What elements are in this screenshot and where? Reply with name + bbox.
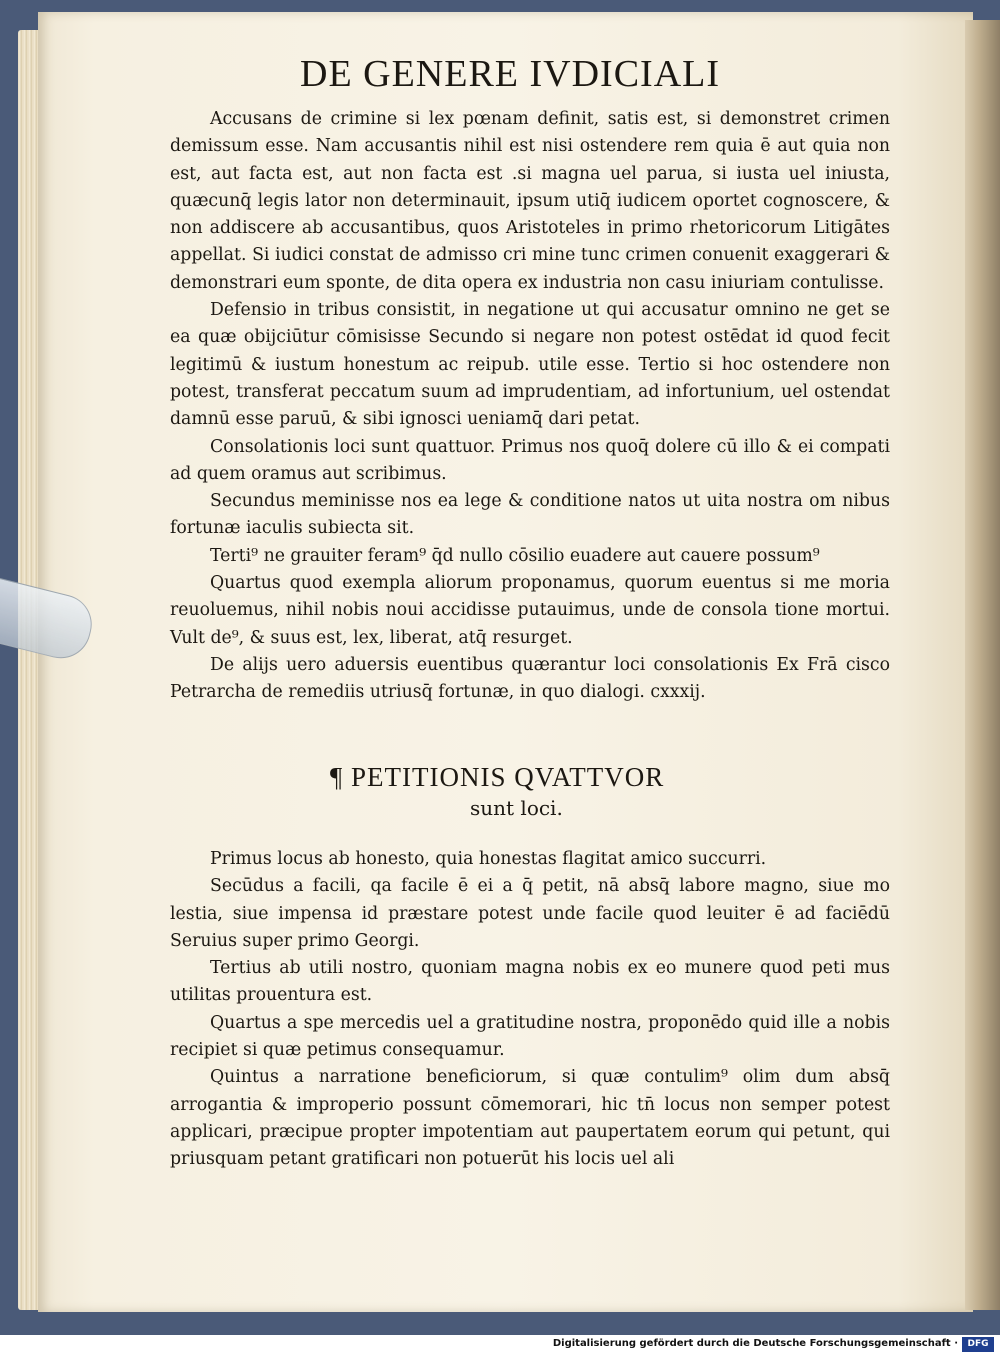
digitization-credit: Digitalisierung gefördert durch die Deutsche Forschungsgemeinschaft · (552, 1338, 958, 1349)
paragraph: Tertius ab utili nostro, quoniam magna nobis ex eo munere quod peti mus utilitas prouentura est. (170, 958, 890, 1006)
paragraph: Terti⁹ ne grauiter feram⁹ q̄d nullo cōsilio euadere aut cauere possum⁹ (210, 545, 820, 566)
paragraph: De alijs uero aduersis euentibus quærantur loci consolationis Ex Frā cisco Petrarcha de remediis utriusq̄ fortunæ, in quo dialogi. cxxxij. (170, 654, 890, 703)
paragraph: Secūdus a facili, qa facile ē ei a q̄ petit, nā absq̄ labore magno, siue mo lestia, siue impensa id præstare potest unde facile quod leuiter ē ad faciēdū Seruius super primo Georgi. (170, 876, 890, 951)
section-heading: ¶ PETITIONIS QVATTVOR (330, 762, 665, 792)
paragraph: Quintus a narratione beneficiorum, si quæ contulim⁹ olim dum absq̄ arrogantia & improperio possunt cōmemorari, hic tn̄ locus non semper potest applicari, præcipue propter impotentiam aut paupertatem eorum qui petunt, qui priusquam petant gratificari non potuerūt his locis uel ali (170, 1067, 890, 1170)
page-stack-edge (18, 30, 40, 1310)
text-block-2 (170, 846, 890, 1174)
paragraph: Defensio in tribus consistit, in negatione ut qui accusatur omnino ne get se ea quæ obijciūtur cōmisisse Secundo si negare non potest ostēdat id quod fecit legitimū & iustum honestum ac reipub. utile esse. Tertio si hoc ostendere non potest, transferat peccatum suum ad imprudentiam, ad infortunium, uel ostendat damnū esse paruū, & sibi ignosci ueniamq̄ dari petat. (170, 300, 890, 430)
text-block-1 (170, 106, 890, 707)
section-subheading: sunt loci. (470, 796, 563, 820)
book-spine (965, 20, 1000, 1310)
dfg-logo: DFG (962, 1337, 994, 1352)
paragraph: Accusans de crimine si lex pœnam definit, satis est, si demonstret crimen demissum esse. Nam accusantis nihil est nisi ostendere rem quia ē aut quia non est, aut facta est, aut non facta est .si magna uel parua, si iusta uel iniusta, quæcunq̄ legis lator non determinauit, ipsum utiq̄ iudicem oportet cognoscere, & non addiscere ab accusantibus, quos Aristoteles in primo rhetoricorum Litigātes appellat. Si iudici constat de admisso cri mine tunc crimen conuenit exaggerari & demonstrari eum sponte, de dita opera ex industria non casu iniuriam contulisse. (170, 109, 890, 293)
paragraph: Quartus a spe mercedis uel a gratitudine nostra, proponēdo quid ille a nobis recipiet si quæ petimus consequamur. (170, 1012, 890, 1061)
footer-bar (0, 1335, 1000, 1355)
paragraph: Consolationis loci sunt quattuor. Primus nos quoq̄ dolere cū illo & ei compati ad quem oramus aut scribimus. (170, 436, 890, 484)
paragraph: Quartus quod exempla aliorum proponamus, quorum euentus si me moria reuoluemus, nihil nobis noui accidisse putauimus, unde de consola tione mortui. Vult de⁹, & suus est, lex, liberat, atq̄ resurget. (170, 573, 890, 648)
paragraph: Primus locus ab honesto, quia honestas flagitat amico succurri. (210, 849, 767, 869)
paragraph: Secundus meminisse nos ea lege & conditione natos ut uita nostra om nibus fortunæ iaculis subiecta sit. (170, 491, 890, 539)
page-title: DE GENERE IVDICIALI (300, 53, 721, 95)
